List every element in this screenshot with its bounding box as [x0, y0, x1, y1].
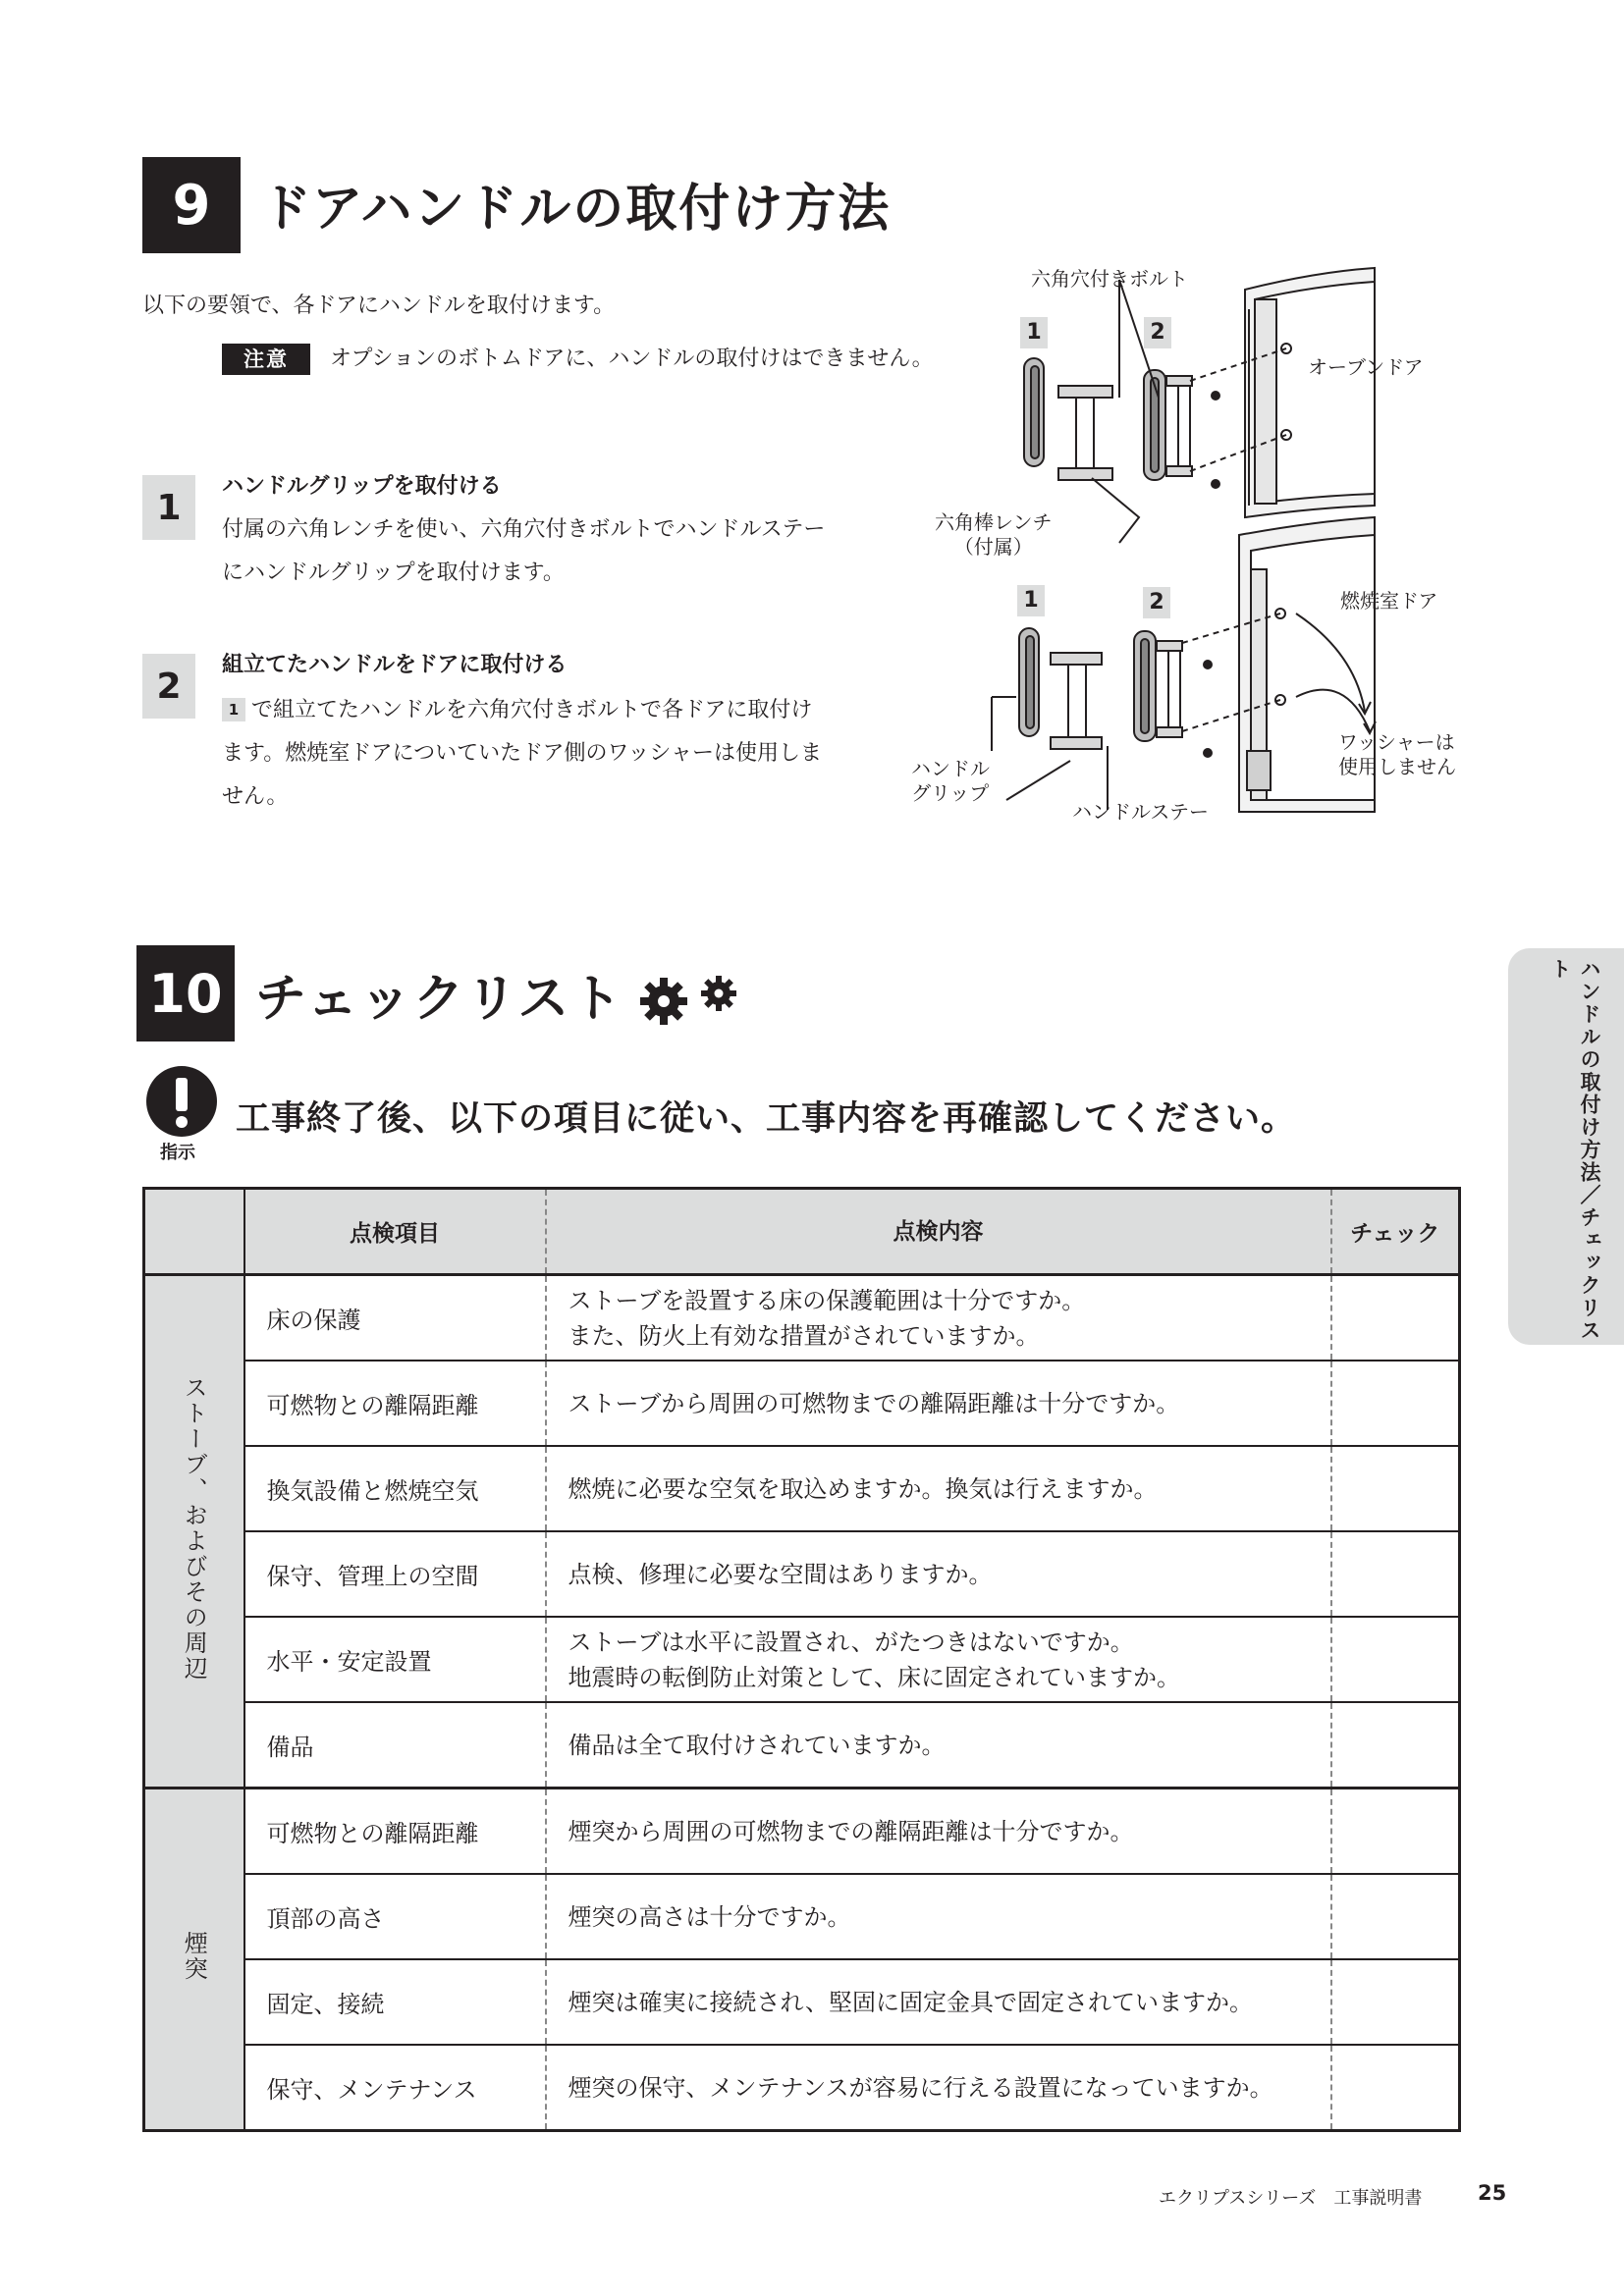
step-1-body [222, 508, 890, 595]
item-cell: 水平・安定設置 [244, 1617, 546, 1702]
label-wrench [935, 510, 1053, 560]
check-cell[interactable] [1331, 1874, 1460, 1959]
check-cell[interactable] [1331, 1702, 1460, 1789]
content-line: ストーブは水平に設置され、がたつきはないですか。 [568, 1628, 1134, 1656]
table-row [144, 1702, 1460, 1789]
section-9-number: 9 [142, 157, 241, 253]
table-header-row [144, 1189, 1460, 1275]
checklist-table [142, 1187, 1461, 2132]
step-1-title: ハンドルグリップを取付ける [222, 474, 502, 499]
diagram-number: 1 [1017, 585, 1045, 616]
gear-icon [638, 972, 746, 1027]
caution-text: オプションのボトムドアに、ハンドルの取付けはできません。 [330, 347, 934, 371]
content-line: ストーブを設置する床の保護範囲は十分ですか。 [568, 1286, 1086, 1314]
label-washer-line: ワッシャーは [1338, 730, 1455, 754]
label-wrench-line: 六角棒レンチ [935, 510, 1053, 534]
side-tab-label: ハンドルの取付け方法／チェックリスト [1548, 958, 1601, 1342]
table-row [144, 2045, 1460, 2131]
table-row [144, 1446, 1460, 1531]
caution-badge: 注意 [222, 344, 310, 375]
label-grip-line: ハンドル [911, 757, 990, 780]
step-2-body-line: で組立てたハンドルを六角穴付きボルトで各ドアに取付け [251, 698, 813, 722]
table-row [144, 1959, 1460, 2045]
table-row [144, 1531, 1460, 1617]
check-cell[interactable] [1331, 2045, 1460, 2131]
step-2-number: 2 [142, 654, 195, 719]
step-ref-number: 1 [222, 698, 245, 721]
instruction-label: 指示 [160, 1143, 195, 1163]
table-row [144, 1789, 1460, 1875]
item-cell: 床の保護 [244, 1275, 546, 1362]
item-cell: 備品 [244, 1702, 546, 1789]
content-cell: 煙突の高さは十分ですか。 [546, 1874, 1331, 1959]
section-9-intro: 以下の要領で、各ドアにハンドルを取付けます。 [142, 294, 616, 318]
item-cell: 保守、管理上の空間 [244, 1531, 546, 1617]
table-row [144, 1874, 1460, 1959]
diagram-number: 2 [1144, 317, 1171, 348]
header-check: チェック [1331, 1189, 1460, 1275]
content-cell: 煙突の保守、メンテナンスが容易に行える設置になっていますか。 [546, 2045, 1331, 2131]
header-group-cell [144, 1189, 244, 1275]
item-cell: 可燃物との離隔距離 [244, 1361, 546, 1446]
group-label: ストーブ、およびその周辺 [180, 1375, 208, 1682]
label-handle-grip [911, 757, 990, 806]
step-1-number: 1 [142, 475, 195, 540]
label-hex-bolt: 六角穴付きボルト [1031, 267, 1188, 291]
item-cell: 固定、接続 [244, 1959, 546, 2045]
content-cell: 煙突から周囲の可燃物までの離隔距離は十分ですか。 [546, 1789, 1331, 1875]
section-10-number: 10 [136, 945, 235, 1041]
table-row [144, 1361, 1460, 1446]
diagram-number: 2 [1143, 587, 1170, 618]
label-washer [1338, 730, 1456, 779]
step-1-body-line: 付属の六角レンチを使い、六角穴付きボルトでハンドルステー [222, 517, 826, 542]
content-cell: 燃焼に必要な空気を取込めますか。換気は行えますか。 [546, 1446, 1331, 1531]
table-row [144, 1275, 1460, 1362]
check-cell[interactable] [1331, 1959, 1460, 2045]
section-9-title: ドアハンドルの取付け方法 [260, 180, 892, 239]
content-line: また、防火上有効な措置がされていますか。 [568, 1321, 1040, 1350]
step-2-body [222, 689, 890, 819]
content-cell: 煙突は確実に接続され、堅固に固定金具で固定されていますか。 [546, 1959, 1331, 2045]
content-cell [546, 1617, 1331, 1702]
item-cell: 換気設備と燃焼空気 [244, 1446, 546, 1531]
section-10-title: チェックリスト [255, 970, 624, 1029]
diagram-number: 1 [1020, 317, 1048, 348]
label-grip-line: グリップ [911, 781, 990, 805]
label-handle-stay: ハンドルステー [1072, 800, 1209, 824]
content-cell: 備品は全て取付けされていますか。 [546, 1702, 1331, 1789]
group-label: 煙突 [180, 1931, 208, 1982]
check-cell[interactable] [1331, 1531, 1460, 1617]
content-line: 地震時の転倒防止対策として、床に固定されていますか。 [568, 1663, 1181, 1691]
header-item: 点検項目 [244, 1189, 546, 1275]
check-cell[interactable] [1331, 1275, 1460, 1362]
footer-doc-title: エクリプスシリーズ 工事説明書 [1159, 2188, 1423, 2209]
exclamation-icon [145, 1065, 218, 1138]
label-wrench-line: （付属） [953, 535, 1033, 559]
header-content: 点検内容 [546, 1189, 1331, 1275]
table-row [144, 1617, 1460, 1702]
step-2-body-line: せん。 [222, 784, 289, 809]
content-cell: ストーブから周囲の可燃物までの離隔距離は十分ですか。 [546, 1361, 1331, 1446]
instruction-text: 工事終了後、以下の項目に従い、工事内容を再確認してください。 [236, 1099, 1297, 1139]
step-1-body-line: にハンドルグリップを取付けます。 [222, 561, 565, 585]
group-chimney [144, 1789, 244, 2131]
side-index-tab[interactable] [1508, 948, 1624, 1345]
label-firebox-door: 燃焼室ドア [1340, 589, 1438, 613]
step-2-title: 組立てたハンドルをドアに取付ける [222, 653, 568, 677]
content-cell: 点検、修理に必要な空間はありますか。 [546, 1531, 1331, 1617]
item-cell: 頂部の高さ [244, 1874, 546, 1959]
check-cell[interactable] [1331, 1789, 1460, 1875]
content-cell [546, 1275, 1331, 1362]
label-washer-line: 使用しません [1338, 755, 1456, 778]
check-cell[interactable] [1331, 1446, 1460, 1531]
item-cell: 可燃物との離隔距離 [244, 1789, 546, 1875]
label-oven-door: オーブンドア [1308, 355, 1424, 379]
check-cell[interactable] [1331, 1617, 1460, 1702]
item-cell: 保守、メンテナンス [244, 2045, 546, 2131]
check-cell[interactable] [1331, 1361, 1460, 1446]
step-2-body-line: ます。燃焼室ドアについていたドア側のワッシャーは使用しま [222, 741, 822, 766]
page-number: 25 [1478, 2181, 1507, 2205]
group-stove [144, 1275, 244, 1789]
